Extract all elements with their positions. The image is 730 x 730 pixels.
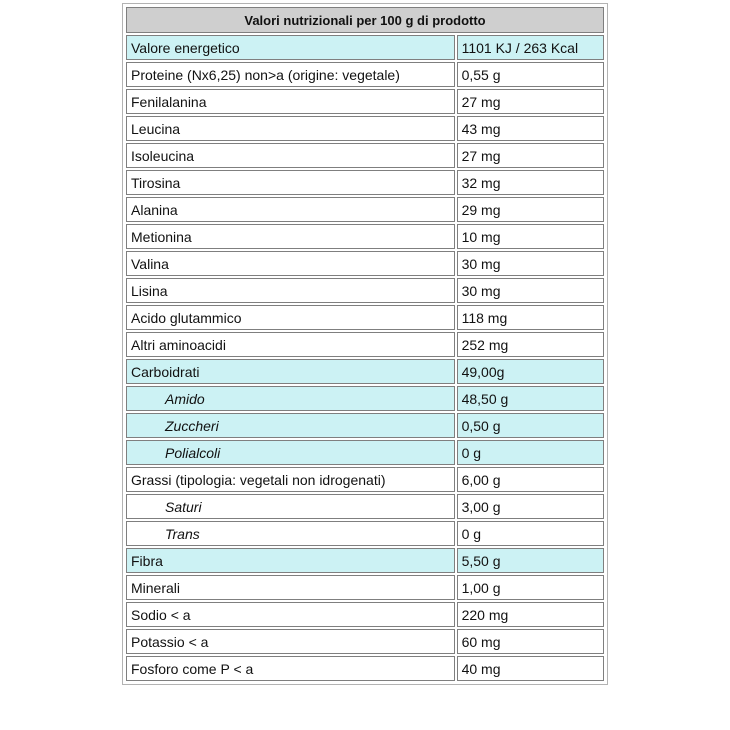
nutrient-name-cell: Zuccheri: [126, 413, 455, 438]
nutrient-name-cell: Saturi: [126, 494, 455, 519]
nutrient-name-cell: Lisina: [126, 278, 455, 303]
nutrient-value-cell: 49,00g: [457, 359, 604, 384]
nutrient-name-cell: Fosforo come P < a: [126, 656, 455, 681]
table-row: [126, 656, 604, 681]
table-row: [126, 170, 604, 195]
table-row: [126, 521, 604, 546]
table-row: [126, 575, 604, 600]
nutrient-value-cell: 1101 KJ / 263 Kcal: [457, 35, 604, 60]
table-row: [126, 602, 604, 627]
nutrient-value-cell: 60 mg: [457, 629, 604, 654]
nutrient-name-cell: Valina: [126, 251, 455, 276]
nutrient-value-cell: 30 mg: [457, 251, 604, 276]
nutrient-value-cell: 118 mg: [457, 305, 604, 330]
table-row: [126, 440, 604, 465]
nutrient-name-cell: Tirosina: [126, 170, 455, 195]
table-row: [126, 35, 604, 60]
table-row: [126, 494, 604, 519]
nutrient-value-cell: 252 mg: [457, 332, 604, 357]
table-row: [126, 467, 604, 492]
table-row: [126, 413, 604, 438]
nutrient-value-cell: 48,50 g: [457, 386, 604, 411]
nutrient-name-cell: Minerali: [126, 575, 455, 600]
table-row: [126, 629, 604, 654]
nutrient-name-cell: Isoleucina: [126, 143, 455, 168]
table-row: [126, 62, 604, 87]
table-body: [126, 35, 604, 681]
nutrient-name-cell: Carboidrati: [126, 359, 455, 384]
nutrient-name-cell: Alanina: [126, 197, 455, 222]
table-row: [126, 305, 604, 330]
table-row: [126, 143, 604, 168]
nutrient-name-cell: Polialcoli: [126, 440, 455, 465]
table-row: [126, 278, 604, 303]
nutrient-value-cell: 6,00 g: [457, 467, 604, 492]
nutrition-table: [124, 5, 606, 683]
table-row: [126, 224, 604, 249]
nutrient-name-cell: Proteine (Nx6,25) non>a (origine: vegetale): [126, 62, 455, 87]
nutrition-table-container: [122, 3, 608, 685]
nutrient-value-cell: 40 mg: [457, 656, 604, 681]
nutrient-value-cell: 43 mg: [457, 116, 604, 141]
nutrient-value-cell: 0 g: [457, 521, 604, 546]
table-row: [126, 251, 604, 276]
nutrient-name-cell: Grassi (tipologia: vegetali non idrogenati): [126, 467, 455, 492]
nutrient-name-cell: Trans: [126, 521, 455, 546]
table-row: [126, 116, 604, 141]
nutrient-value-cell: 3,00 g: [457, 494, 604, 519]
nutrient-value-cell: 32 mg: [457, 170, 604, 195]
table-row: [126, 332, 604, 357]
nutrient-name-cell: Fenilalanina: [126, 89, 455, 114]
nutrient-name-cell: Acido glutammico: [126, 305, 455, 330]
table-header-row: [126, 7, 604, 33]
table-row: [126, 386, 604, 411]
nutrient-name-cell: Altri aminoacidi: [126, 332, 455, 357]
nutrient-value-cell: 27 mg: [457, 89, 604, 114]
nutrient-value-cell: 0,55 g: [457, 62, 604, 87]
table-row: [126, 359, 604, 384]
nutrient-name-cell: Valore energetico: [126, 35, 455, 60]
nutrient-value-cell: 5,50 g: [457, 548, 604, 573]
table-row: [126, 197, 604, 222]
table-header: Valori nutrizionali per 100 g di prodotto: [126, 7, 604, 33]
nutrient-name-cell: Amido: [126, 386, 455, 411]
nutrient-value-cell: 0 g: [457, 440, 604, 465]
nutrient-value-cell: 27 mg: [457, 143, 604, 168]
nutrient-value-cell: 220 mg: [457, 602, 604, 627]
nutrient-value-cell: 30 mg: [457, 278, 604, 303]
nutrient-name-cell: Potassio < a: [126, 629, 455, 654]
nutrient-value-cell: 1,00 g: [457, 575, 604, 600]
nutrient-value-cell: 0,50 g: [457, 413, 604, 438]
nutrient-name-cell: Leucina: [126, 116, 455, 141]
table-row: [126, 548, 604, 573]
nutrient-name-cell: Metionina: [126, 224, 455, 249]
nutrient-name-cell: Fibra: [126, 548, 455, 573]
nutrient-value-cell: 10 mg: [457, 224, 604, 249]
table-row: [126, 89, 604, 114]
nutrient-name-cell: Sodio < a: [126, 602, 455, 627]
nutrient-value-cell: 29 mg: [457, 197, 604, 222]
